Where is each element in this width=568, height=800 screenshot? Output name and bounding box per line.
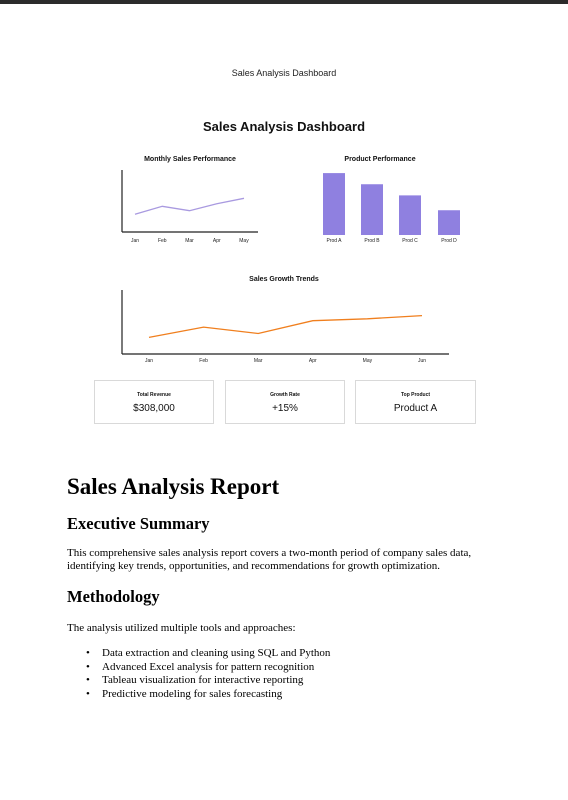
list-item: • Data extraction and cleaning using SQL and Python: [67, 647, 330, 661]
growth-x-tick-label: Mar: [253, 358, 263, 364]
product-x-tick-label: Prod D: [441, 238, 457, 244]
growth-x-tick-label: Feb: [199, 358, 208, 364]
growth-x-tick-label: Apr: [308, 358, 317, 364]
growth-x-tick-label: Jun: [417, 358, 427, 364]
list-item: • Predictive modeling for sales forecasting: [67, 688, 330, 702]
growth-x-tick-label: May: [362, 358, 373, 364]
total-revenue-card: [94, 380, 214, 424]
methodology-list: [67, 647, 330, 701]
list-item: • Tableau visualization for interactive reporting: [67, 674, 330, 688]
list-item: • Advanced Excel analysis for pattern recognition: [67, 661, 330, 675]
total-revenue-label: Total Revenue: [137, 392, 171, 398]
report-title: Sales Analysis Report: [67, 474, 280, 499]
monthly-x-tick-label: May: [239, 238, 249, 244]
top-product-card: [355, 380, 476, 424]
page-header: Sales Analysis Dashboard: [231, 68, 337, 78]
product-x-tick-label: Prod B: [364, 238, 380, 244]
methodology-heading: Methodology: [67, 587, 160, 606]
executive-summary-text: This comprehensive sales analysis report covers a two-month period of company sales data, identifying key trends, opportunities, and recommendations for growth optimization.: [67, 547, 472, 572]
executive-summary-heading: Executive Summary: [67, 514, 210, 533]
product-x-tick-label: Prod A: [326, 238, 342, 244]
growth-rate-value: +15%: [272, 403, 298, 414]
monthly-sales-chart-title: Monthly Sales Performance: [144, 156, 236, 163]
growth-rate-label: Growth Rate: [270, 392, 300, 398]
total-revenue-value: $308,000: [133, 403, 175, 414]
dashboard-title: Sales Analysis Dashboard: [202, 119, 366, 134]
product-x-tick-label: Prod C: [402, 238, 418, 244]
growth-series-line: [149, 316, 422, 338]
sales-growth-chart-title: Sales Growth Trends: [249, 276, 319, 283]
monthly-x-tick-label: Apr: [212, 238, 221, 244]
methodology-intro: The analysis utilized multiple tools and approaches:: [67, 622, 296, 634]
growth-x-tick-label: Jan: [144, 358, 154, 364]
monthly-x-tick-label: Mar: [185, 238, 194, 244]
top-product-value: Product A: [393, 403, 438, 414]
monthly-x-tick-label: Feb: [157, 238, 167, 244]
top-product-label: Top Product: [400, 392, 431, 398]
monthly-x-tick-label: Jan: [130, 238, 140, 244]
growth-rate-card: [225, 380, 345, 424]
product-performance-chart-title: Product Performance: [344, 156, 416, 163]
